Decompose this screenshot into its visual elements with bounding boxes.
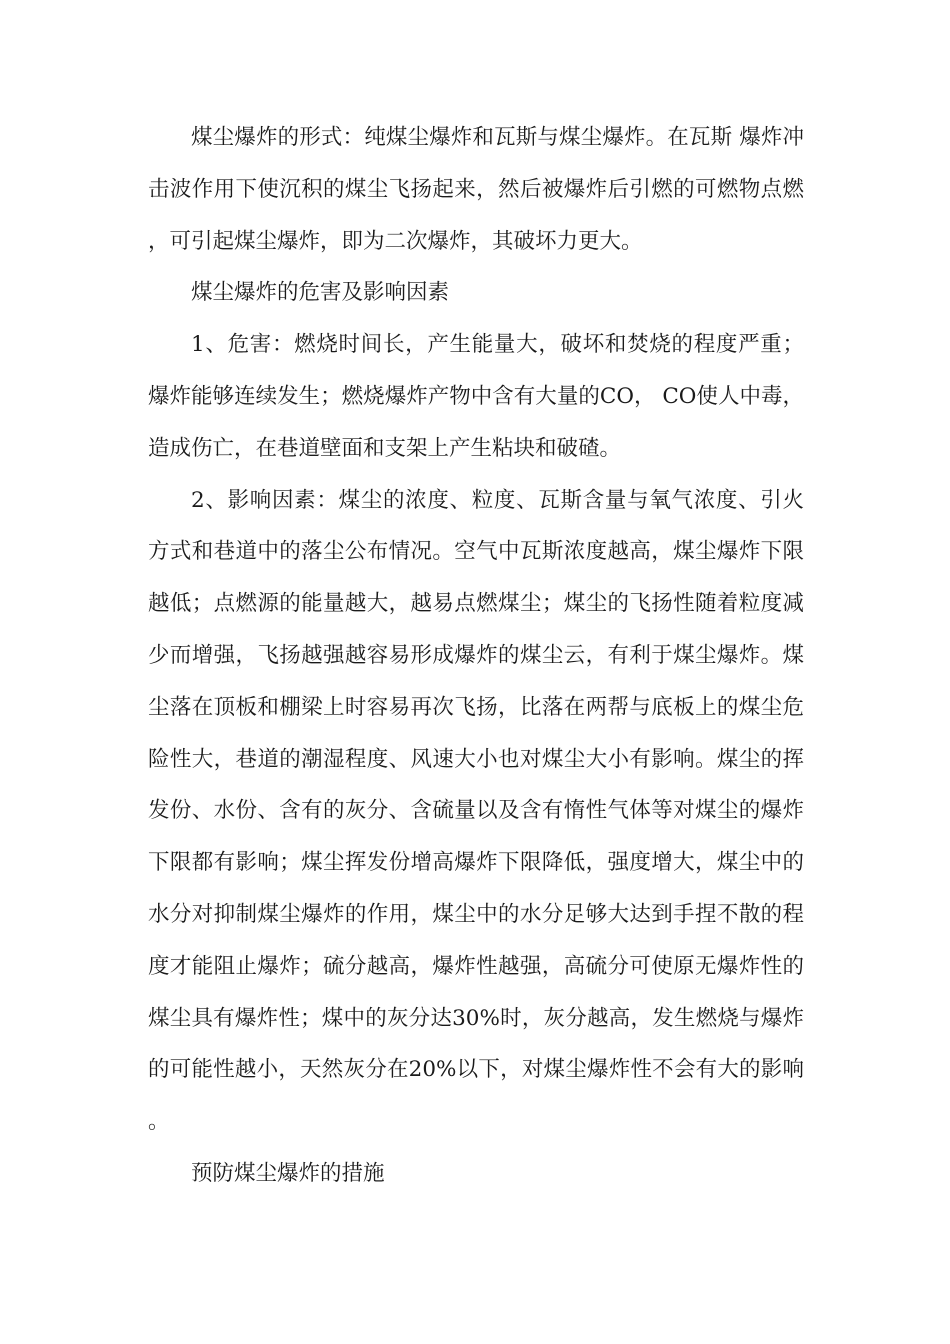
paragraph-influencing-factors: 2、影响因素：煤尘的浓度、粒度、瓦斯含量与氧气浓度、引火方式和巷道中的落尘公布情况。空气中瓦斯浓度越高，煤尘爆炸下限越低；点燃源的能量越大，越易点燃煤尘；煤尘的飞扬性随着粒度减少而增强，飞扬越强越容易形成爆炸的煤尘云，有利于煤尘爆炸。煤尘落在顶板和棚梁上时容易再次飞扬，比落在两帮与底板上的煤尘危险性大，巷道的潮湿程度、风速大小也对煤尘大小有影响。煤尘的挥发份、水份、含有的灰分、含硫量以及含有惰性气体等对煤尘的爆炸下限都有影响；煤尘挥发份增高爆炸下限降低，强度增大，煤尘中的水分对抑制煤尘爆炸的作用，煤尘中的水分足够大达到手捏不散的程度才能阻止爆炸；硫分越高，爆炸性越强，高硫分可使原无爆炸性的煤尘具有爆炸性；煤中的灰分达30%时，灰分越高，发生燃烧与爆炸的可能性越小，天然灰分在20%以下，对煤尘爆炸性不会有大的影响。 xyxy=(148,487,804,1135)
heading-prevention-measures: 预防煤尘爆炸的措施 xyxy=(191,1160,385,1186)
document-body xyxy=(148,112,804,1200)
heading-hazards-and-factors: 煤尘爆炸的危害及影响因素 xyxy=(191,280,450,306)
paragraph-explosion-forms: 煤尘爆炸的形式：纯煤尘爆炸和瓦斯与煤尘爆炸。在瓦斯 爆炸冲击波作用下使沉积的煤尘飞扬起来，然后被爆炸后引燃的可燃物点燃，可引起煤尘爆炸，即为二次爆炸，其破坏力更大。 xyxy=(148,125,804,254)
paragraph-hazards: 1、危害：燃烧时间长，产生能量大，破坏和焚烧的程度严重；爆炸能够连续发生；燃烧爆炸产物中含有大量的CO， CO使人中毒，造成伤亡，在巷道壁面和支架上产生粘块和破碴。 xyxy=(148,332,804,461)
